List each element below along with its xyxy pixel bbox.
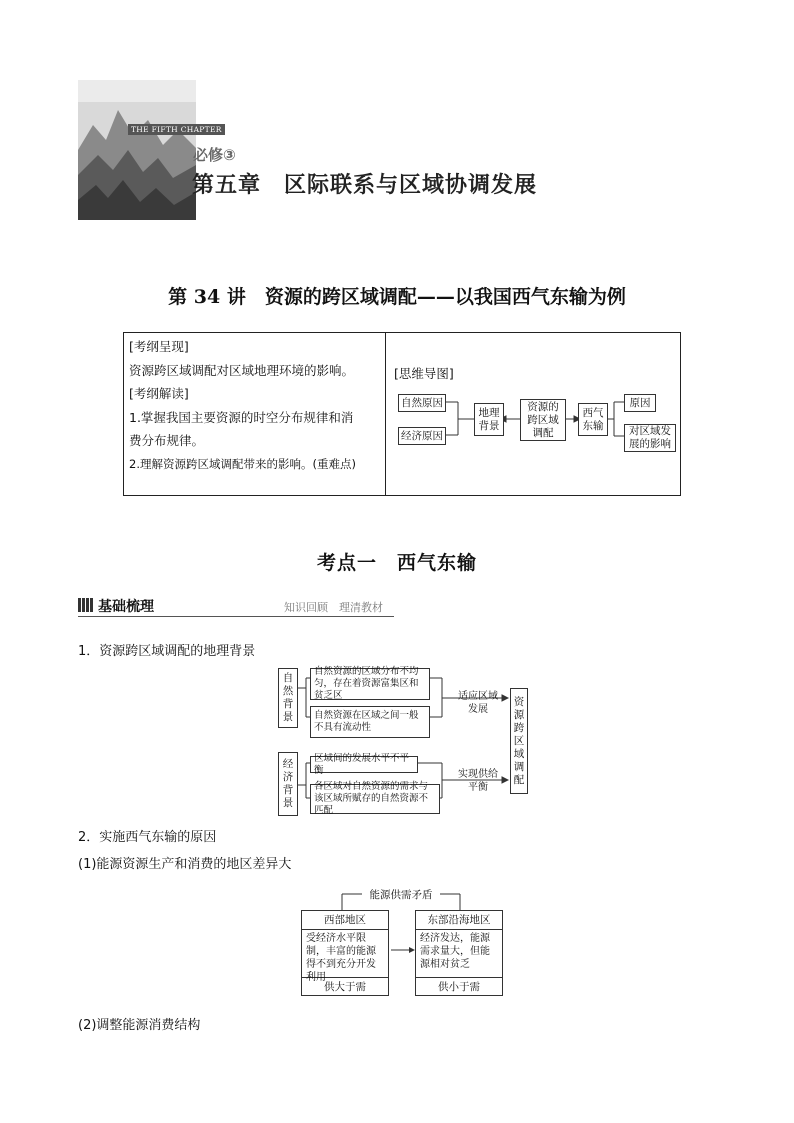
chapter-cover-image xyxy=(78,80,196,220)
economic-point-mismatch: 各区域对自然资源的需求与该区域所赋存的自然资源不匹配 xyxy=(310,784,440,814)
energy-contradiction-label: 能源供需矛盾 xyxy=(369,889,433,901)
syllabus-line: [考纲解读] xyxy=(129,386,189,401)
heading-geo-background: 1．资源跨区域调配的地理背景 xyxy=(78,644,256,659)
syllabus-line: 费分布规律。 xyxy=(129,433,205,448)
mindmap-reason: 原因 xyxy=(624,394,656,412)
natural-background-label: 自然背景 xyxy=(278,668,298,728)
banner-divider xyxy=(78,616,394,617)
syllabus-text-column xyxy=(124,333,386,495)
west-region-box xyxy=(301,910,389,996)
heading-reasons: 2．实施西气东输的原因 xyxy=(78,830,217,845)
east-region-body: 经济发达，能源需求量大，但能源相对贫乏 xyxy=(416,930,502,978)
natural-point-uneven-distribution: 自然资源的区域分布不均匀，存在着资源富集区和贫乏区 xyxy=(310,668,430,700)
syllabus-line: 资源跨区域调配对区域地理环境的影响。 xyxy=(129,362,355,378)
banner-subtitle: 知识回顾 理清教材 xyxy=(284,601,383,614)
west-region-supply: 供大于需 xyxy=(324,981,366,993)
east-region-title: 东部沿海地区 xyxy=(416,911,502,930)
arrow-right-icon xyxy=(389,944,415,956)
economic-point-unbalanced: 区域间的发展水平不平衡 xyxy=(310,756,418,773)
west-region-body: 受经济水平限制，丰富的能源得不到充分开发利用 xyxy=(302,930,388,978)
heading-reason-2: (2)调整能源消费结构 xyxy=(78,1018,201,1033)
banner-title: 基础梳理 xyxy=(98,599,154,615)
economic-background-label: 经济背景 xyxy=(278,752,298,816)
chapter-english-label: THE FIFTH CHAPTER xyxy=(128,124,225,135)
mindmap-label: [思维导图] xyxy=(394,366,454,381)
mindmap-geo-background: 地理背景 xyxy=(474,403,504,436)
syllabus-line: [考纲呈现] xyxy=(129,339,189,354)
chapter-title: 第五章 区际联系与区域协调发展 xyxy=(192,173,538,198)
heading-reason-1: (1)能源资源生产和消费的地区差异大 xyxy=(78,857,292,872)
east-region-supply: 供小于需 xyxy=(438,981,480,993)
west-region-title: 西部地区 xyxy=(302,911,388,930)
syllabus-line: 2.理解资源跨区域调配带来的影响。(重难点) xyxy=(129,456,356,471)
mindmap-natural-reason: 自然原因 xyxy=(398,394,446,412)
mindmap-impact: 对区域发展的影响 xyxy=(624,424,676,452)
realize-supply-balance: 实现供给平衡 xyxy=(458,769,498,793)
mountain-landscape-image xyxy=(78,80,196,220)
result-resource-allocation: 资源跨区域调配 xyxy=(510,688,528,794)
lecture-title: 第 34 讲 资源的跨区域调配——以我国西气东输为例 xyxy=(168,286,626,308)
east-region-box xyxy=(415,910,503,996)
adapt-regional-development: 适应区域发展 xyxy=(458,691,498,715)
section-title: 考点一 西气东输 xyxy=(316,552,477,574)
banner-icon xyxy=(78,598,94,612)
mindmap-west-east-gas: 西气东输 xyxy=(578,403,608,436)
mindmap-economic-reason: 经济原因 xyxy=(398,427,446,445)
required-course-label: 必修③ xyxy=(193,146,236,164)
mindmap-resource-allocation: 资源的跨区域调配 xyxy=(520,399,566,441)
natural-point-no-mobility: 自然资源在区域之间一般不具有流动性 xyxy=(310,706,430,738)
syllabus-line: 1.掌握我国主要资源的时空分布规律和消 xyxy=(129,409,354,425)
